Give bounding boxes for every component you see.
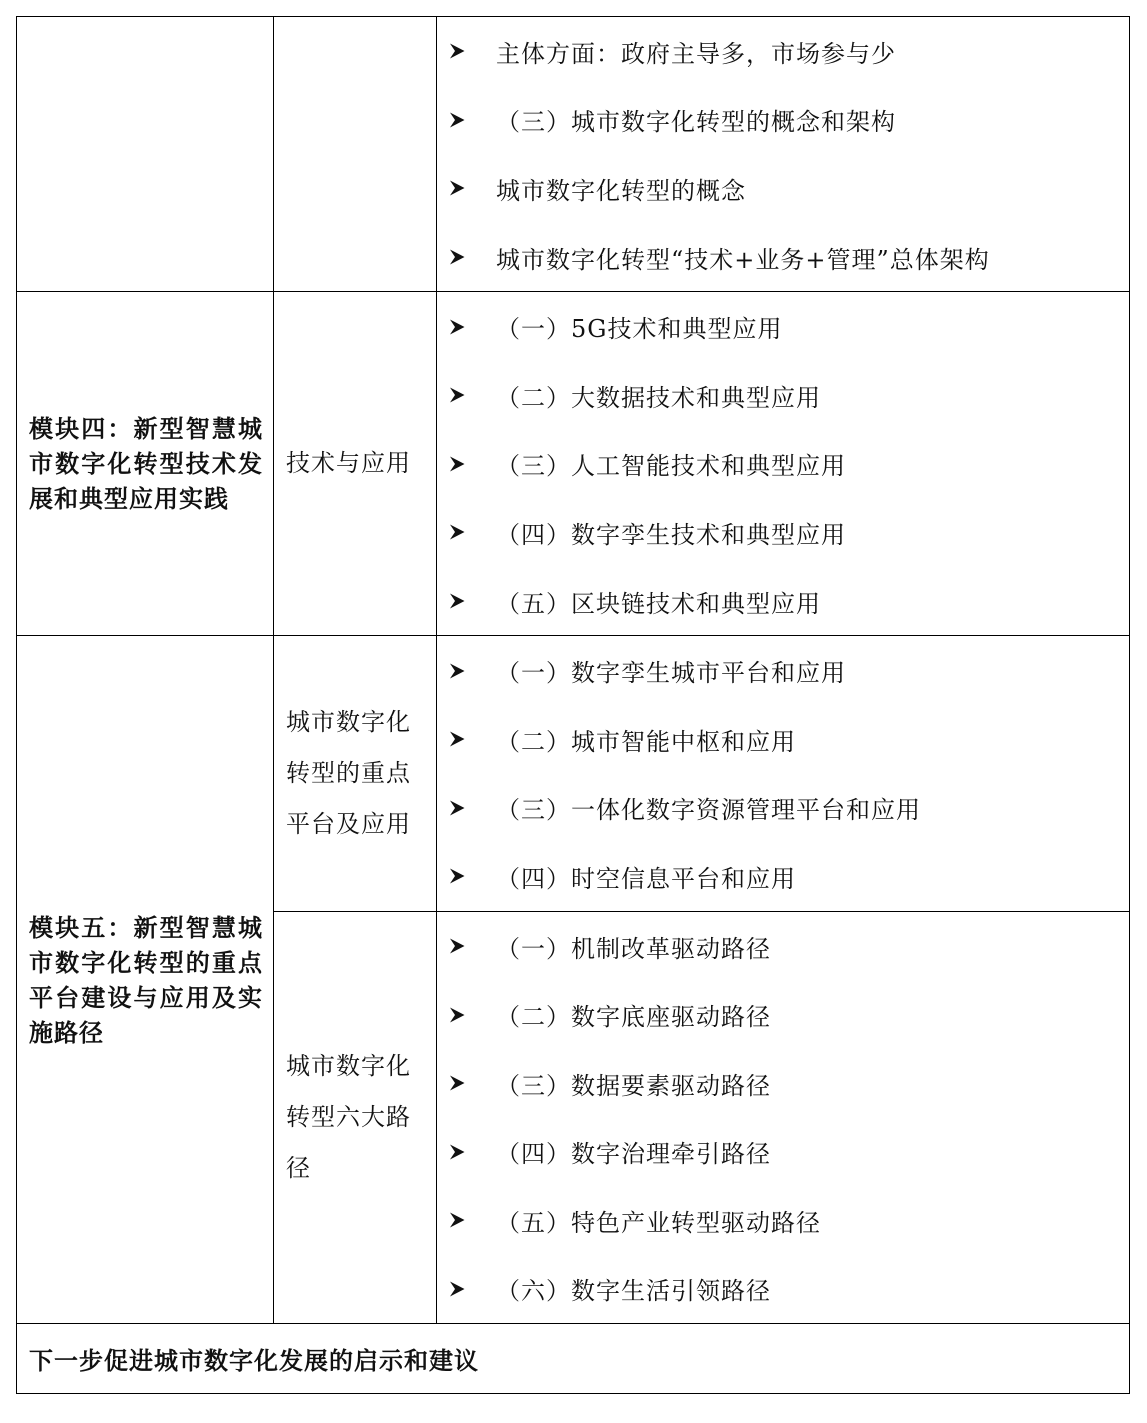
arrow-bullet-icon — [447, 867, 493, 885]
module-title — [17, 17, 274, 292]
table-row — [17, 17, 1130, 292]
topic-label: 城市数字化转型的重点平台及应用 — [274, 636, 437, 911]
list-item — [447, 1255, 1121, 1324]
footer-row — [17, 1324, 1130, 1394]
module-title: 模块五：新型智慧城市数字化转型的重点平台建设与应用及实施路径 — [17, 636, 274, 1324]
arrow-bullet-icon — [447, 592, 493, 610]
arrow-bullet-icon — [447, 42, 493, 60]
topic-items — [437, 17, 1130, 292]
module-title: 模块四：新型智慧城市数字化转型技术发展和典型应用实践 — [17, 292, 274, 636]
arrow-bullet-icon — [447, 1211, 493, 1229]
list-item-text: 城市数字化转型“技术+业务+管理”总体架构 — [496, 245, 990, 274]
topic-items — [437, 911, 1130, 1324]
topic-items — [437, 292, 1130, 636]
table-row — [17, 292, 1130, 636]
topic-label: 城市数字化转型六大路径 — [274, 911, 437, 1324]
list-item-text: （二）数字底座驱动路径 — [496, 1003, 771, 1032]
list-item-text: 主体方面：政府主导多，市场参与少 — [496, 39, 896, 68]
arrow-bullet-icon — [447, 111, 493, 129]
arrow-bullet-icon — [447, 1074, 493, 1092]
list-item — [447, 705, 1121, 774]
list-item — [447, 1118, 1121, 1187]
list-item-text: （四）数字治理牵引路径 — [496, 1140, 771, 1169]
arrow-bullet-icon — [447, 455, 493, 473]
list-item-text: （四）数字孪生技术和典型应用 — [496, 520, 846, 549]
list-item — [447, 498, 1121, 567]
footer-heading: 下一步促进城市数字化发展的启示和建议 — [17, 1324, 1130, 1394]
arrow-bullet-icon — [447, 730, 493, 748]
arrow-bullet-icon — [447, 1280, 493, 1298]
topic-label — [274, 17, 437, 292]
list-item — [447, 774, 1121, 843]
list-item-text: （一）5G技术和典型应用 — [496, 315, 783, 344]
list-item — [447, 842, 1121, 911]
topic-label: 技术与应用 — [274, 292, 437, 636]
list-item — [447, 292, 1121, 361]
list-item — [447, 17, 1121, 86]
arrow-bullet-icon — [447, 1143, 493, 1161]
list-item — [447, 980, 1121, 1049]
curriculum-table — [16, 16, 1130, 1394]
list-item-text: （五）区块链技术和典型应用 — [496, 589, 821, 618]
topic-items — [437, 636, 1130, 911]
list-item — [447, 1186, 1121, 1255]
list-item — [447, 1049, 1121, 1118]
arrow-bullet-icon — [447, 179, 493, 197]
list-item-text: （三）人工智能技术和典型应用 — [496, 452, 846, 481]
arrow-bullet-icon — [447, 799, 493, 817]
list-item — [447, 636, 1121, 705]
list-item — [447, 86, 1121, 155]
list-item — [447, 223, 1121, 292]
list-item-text: （二）大数据技术和典型应用 — [496, 383, 821, 412]
arrow-bullet-icon — [447, 937, 493, 955]
list-item-text: （四）时空信息平台和应用 — [496, 864, 796, 893]
list-item-text: （三）城市数字化转型的概念和架构 — [496, 108, 896, 137]
list-item — [447, 154, 1121, 223]
list-item-text: （二）城市智能中枢和应用 — [496, 727, 796, 756]
arrow-bullet-icon — [447, 386, 493, 404]
arrow-bullet-icon — [447, 523, 493, 541]
list-item — [447, 430, 1121, 499]
list-item-text: （五）特色产业转型驱动路径 — [496, 1208, 821, 1237]
list-item — [447, 912, 1121, 981]
list-item-text: （六）数字生活引领路径 — [496, 1277, 771, 1306]
list-item-text: （三）一体化数字资源管理平台和应用 — [496, 796, 921, 825]
arrow-bullet-icon — [447, 662, 493, 680]
list-item — [447, 567, 1121, 636]
table-body — [17, 17, 1130, 1394]
arrow-bullet-icon — [447, 1006, 493, 1024]
arrow-bullet-icon — [447, 318, 493, 336]
table-row — [17, 636, 1130, 911]
list-item-text: （一）机制改革驱动路径 — [496, 934, 771, 963]
list-item-text: （一）数字孪生城市平台和应用 — [496, 659, 846, 688]
list-item-text: （三）数据要素驱动路径 — [496, 1071, 771, 1100]
list-item-text: 城市数字化转型的概念 — [496, 176, 746, 205]
arrow-bullet-icon — [447, 248, 493, 266]
list-item — [447, 361, 1121, 430]
